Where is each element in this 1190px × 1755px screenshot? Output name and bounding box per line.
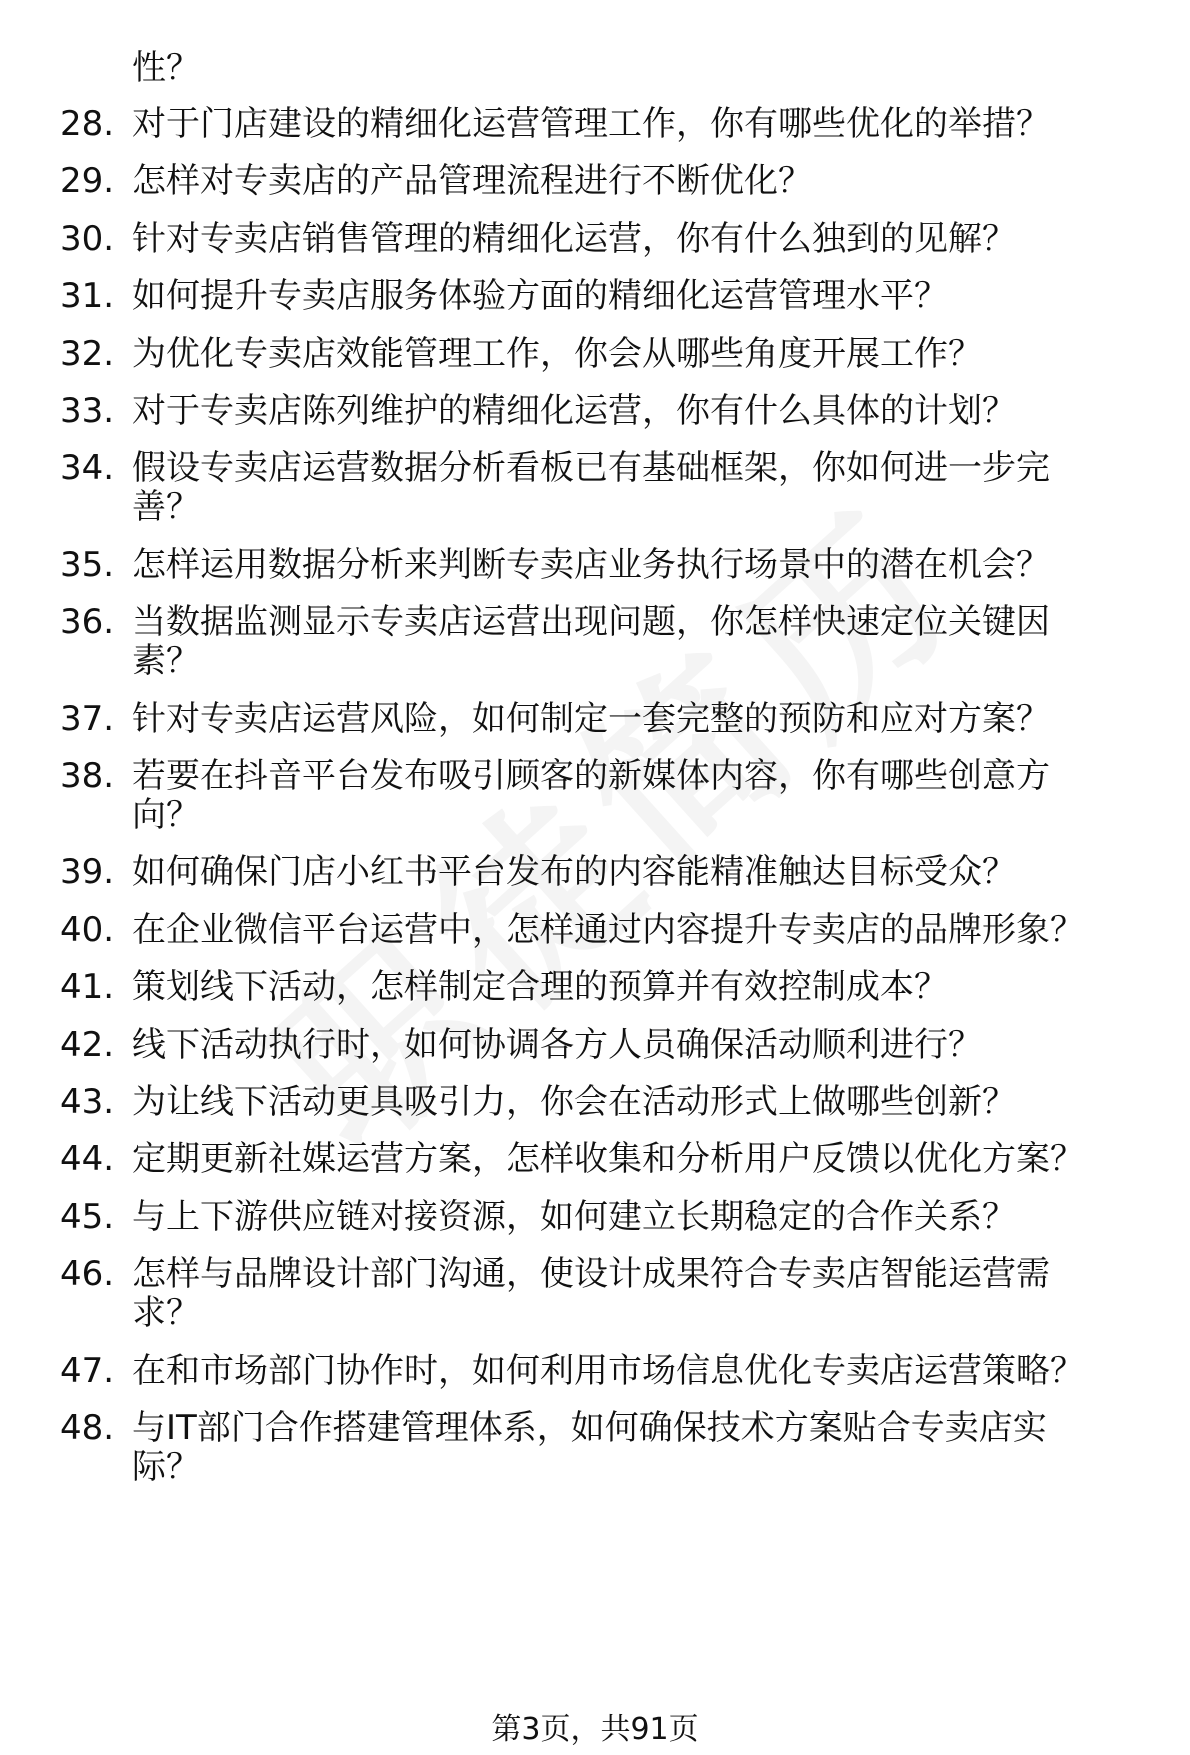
question-number: 39. <box>60 852 115 892</box>
question-text: 若要在抖音平台发布吸引顾客的新媒体内容，你有哪些创意方 <box>132 756 1050 796</box>
question-text: 针对专卖店销售管理的精细化运营，你有什么独到的见解？ <box>132 219 1016 259</box>
question-text: 在和市场部门协作时，如何利用市场信息优化专卖店运营策略？ <box>132 1351 1084 1391</box>
question-number: 31. <box>60 276 115 316</box>
question-text: 怎样与品牌设计部门沟通，使设计成果符合专卖店智能运营需 <box>132 1254 1050 1294</box>
question-number: 36. <box>60 602 115 642</box>
question-text: 性？ <box>132 48 200 88</box>
question-number: 30. <box>60 219 115 259</box>
question-text: 针对专卖店运营风险，如何制定一套完整的预防和应对方案？ <box>132 699 1050 739</box>
question-number: 34. <box>60 448 115 488</box>
question-text: 定期更新社媒运营方案，怎样收集和分析用户反馈以优化方案？ <box>132 1139 1084 1179</box>
question-text: 善？ <box>132 487 200 527</box>
question-text: 线下活动执行时，如何协调各方人员确保活动顺利进行？ <box>132 1025 982 1065</box>
question-number: 38. <box>60 756 115 796</box>
question-number: 28. <box>60 104 115 144</box>
question-number: 48. <box>60 1408 115 1448</box>
question-number: 44. <box>60 1139 115 1179</box>
question-number: 45. <box>60 1197 115 1237</box>
question-text: 如何提升专卖店服务体验方面的精细化运营管理水平？ <box>132 276 948 316</box>
question-text: 策划线下活动，怎样制定合理的预算并有效控制成本？ <box>132 967 948 1007</box>
question-text: 与IT部门合作搭建管理体系，如何确保技术方案贴合专卖店实 <box>132 1408 1047 1448</box>
question-text: 假设专卖店运营数据分析看板已有基础框架，你如何进一步完 <box>132 448 1050 488</box>
question-number: 40. <box>60 910 115 950</box>
question-text: 对于门店建设的精细化运营管理工作，你有哪些优化的举措？ <box>132 104 1050 144</box>
page-footer: 第3页，共91页 <box>491 1712 699 1747</box>
question-number: 46. <box>60 1254 115 1294</box>
question-text: 怎样对专卖店的产品管理流程进行不断优化？ <box>132 161 812 201</box>
question-number: 35. <box>60 545 115 585</box>
question-number: 32. <box>60 334 115 374</box>
question-number: 29. <box>60 161 115 201</box>
question-number: 33. <box>60 391 115 431</box>
question-number: 37. <box>60 699 115 739</box>
question-text: 对于专卖店陈列维护的精细化运营，你有什么具体的计划？ <box>132 391 1016 431</box>
question-number: 41. <box>60 967 115 1007</box>
question-text: 在企业微信平台运营中，怎样通过内容提升专卖店的品牌形象？ <box>132 910 1084 950</box>
question-text: 求？ <box>132 1293 200 1333</box>
question-text: 与上下游供应链对接资源，如何建立长期稳定的合作关系？ <box>132 1197 1016 1237</box>
question-text: 为优化专卖店效能管理工作，你会从哪些角度开展工作？ <box>132 334 982 374</box>
question-text: 素？ <box>132 641 200 681</box>
question-text: 际？ <box>132 1447 200 1487</box>
question-text: 为让线下活动更具吸引力，你会在活动形式上做哪些创新？ <box>132 1082 1016 1122</box>
question-number: 42. <box>60 1025 115 1065</box>
question-number: 43. <box>60 1082 115 1122</box>
question-number: 47. <box>60 1351 115 1391</box>
question-text: 怎样运用数据分析来判断专卖店业务执行场景中的潜在机会？ <box>132 545 1050 585</box>
question-text: 当数据监测显示专卖店运营出现问题，你怎样快速定位关键因 <box>132 602 1050 642</box>
question-text: 如何确保门店小红书平台发布的内容能精准触达目标受众？ <box>132 852 1016 892</box>
question-text: 向？ <box>132 795 200 835</box>
